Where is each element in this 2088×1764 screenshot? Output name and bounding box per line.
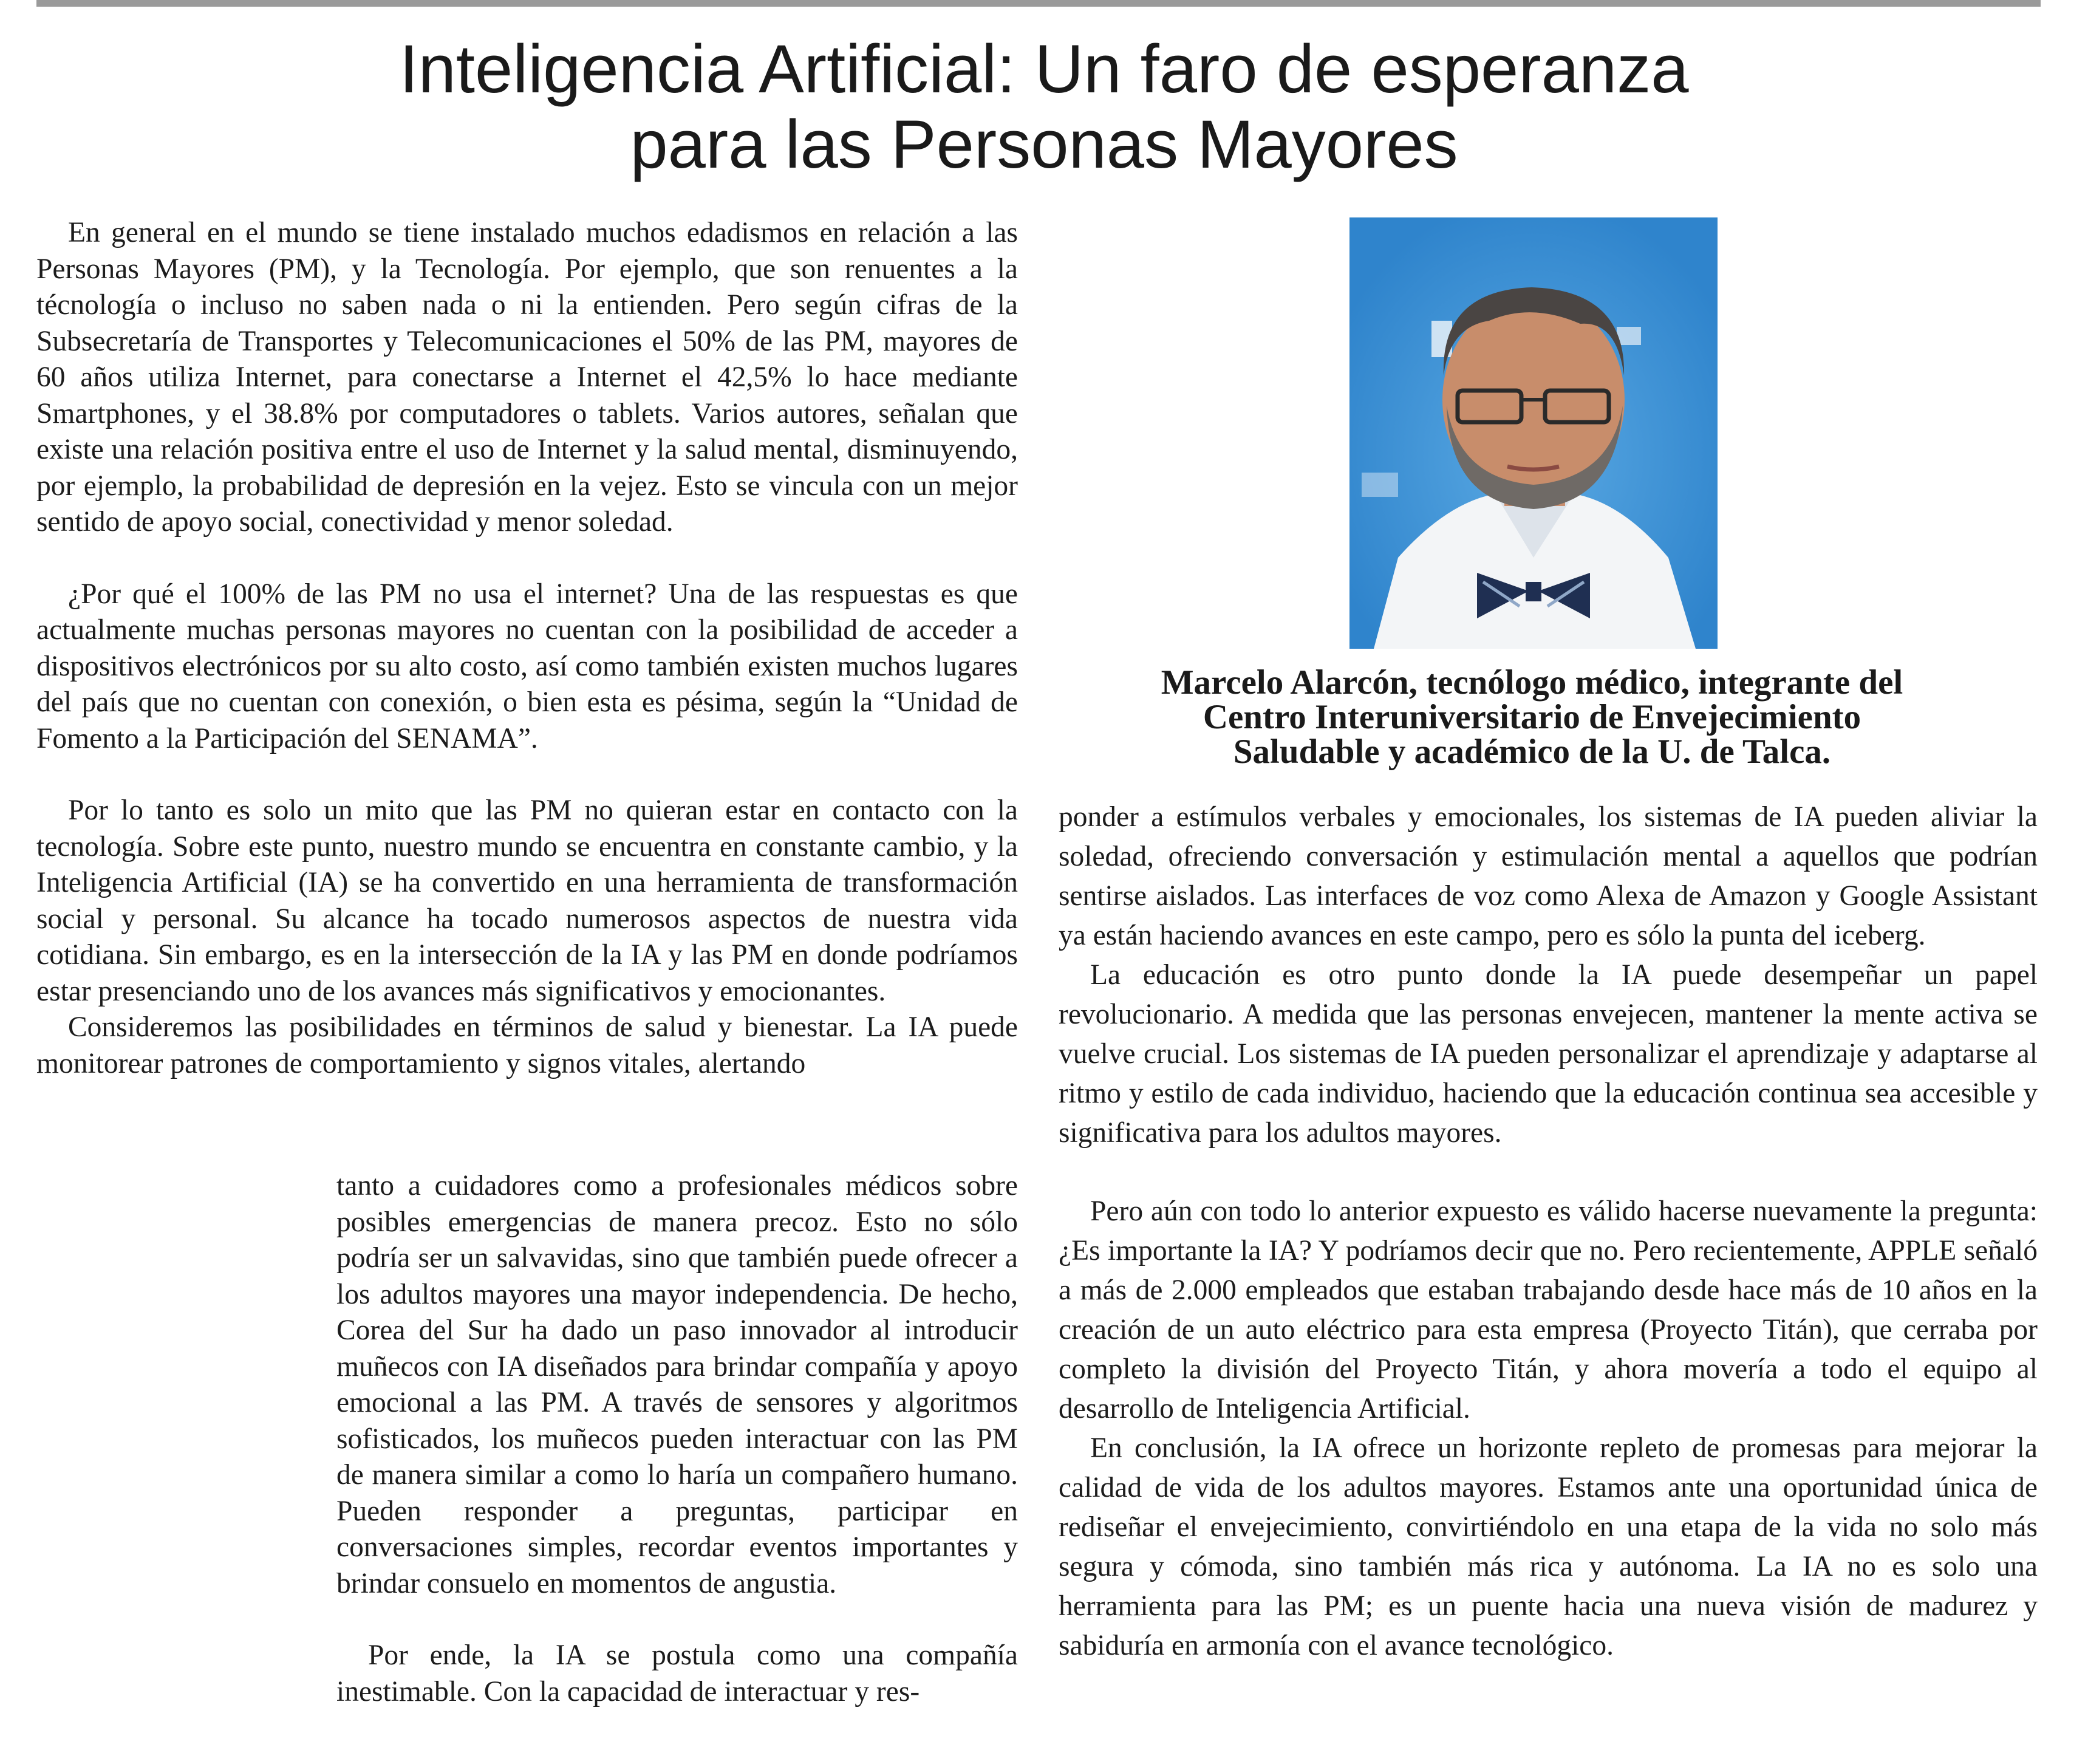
paragraph-5: Por ende, la IA se postula como una compañía inestimable. Con la capacidad de interactuar y res-: [336, 1639, 1018, 1708]
paragraph-7: Pero aún con todo lo anterior expuesto es válido hacerse nuevamente la pregunta: ¿Es importante la IA? Y podríamos decir que no. Pero recientemente, APPLE señaló a más de 2.000 empleados que estaban trabajando desde hace más de 10 años en la creación de un auto eléctrico para esta empresa (Proyecto Titán), que cerraba por completo la división del Proyecto Titán, y ahora movería a todo el equipo al desarrollo de Inteligencia Artificial.: [1059, 1195, 2038, 1424]
author-portrait: [1349, 217, 1718, 649]
headline-line-2: para las Personas Mayores: [630, 106, 1458, 182]
paragraph-1: En general en el mundo se tiene instalado muchos edadismos en relación a las Personas Mayores (PM), y la Tecnología. Por ejemplo, que son renuentes a la técnología o incluso no saben nada o ni la entienden. Pero según cifras de la Subsecretaría de Transportes y Telecomunicaciones el 50% de las PM, mayores de 60 años utiliza Internet, para conectarse a Internet el 42,5% lo hace mediante Smartphones, y el 38.8% por computadores o tablets. Varios autores, señalan que existe una relación positiva entre el uso de Internet y la salud mental, disminuyendo, por ejemplo, la probabilidad de depresión en la vejez. Esto se vincula con un mejor sentido de apoyo social, conectividad y menor soledad.: [36, 217, 1018, 538]
photo-caption: [1105, 665, 1959, 769]
paragraph-3: Por lo tanto es solo un mito que las PM no quieran estar en contacto con la tecnología. Sobre este punto, nuestro mundo se encuentra en constante cambio, y la Inteligencia Artificial (IA) se ha convertido en una herramienta de transformación social y personal. Su alcance ha tocado numerosos aspectos de nuestra vida cotidiana. Sin embargo, es en la intersección de la IA y las PM en donde podríamos estar presenciando uno de los avances más significativos y emocionantes.: [36, 795, 1018, 1007]
middle-column: [336, 1168, 1018, 1710]
top-rule: [36, 0, 2041, 7]
caption-line-3: Saludable y académico de la U. de Talca.: [1233, 733, 1831, 771]
paragraph-2: ¿Por qué el 100% de las PM no usa el internet? Una de las respuestas es que actualmente muchas personas mayores no cuentan con la posibilidad de acceder a dispositivos electrónicos por su alto costo, así como también existen muchos lugares del país que no cuentan con conexión, o bien esta es pésima, según la “Unidad de Fomento a la Participación del SENAMA”.: [36, 578, 1018, 754]
article-headline: [0, 32, 2088, 182]
paragraph-4-continued: tanto a cuidadores como a profesionales médicos sobre posibles emergencias de manera precoz. Esto no sólo podría ser un salvavidas, sino que también puede ofrecer a los adultos mayores una mayor independencia. De hecho, Corea del Sur ha dado un paso innovador al introducir muñecos con IA diseñados para brindar compañía y apoyo emocional a las PM. A través de sensores y algoritmos sofisticados, los muñecos pueden interactuar con las PM de manera similar a como lo haría un compañero humano. Pueden responder a preguntas, participar en conversaciones simples, recordar eventos importantes y brindar consuelo en momentos de angustia.: [336, 1170, 1018, 1599]
headline-line-1: Inteligencia Artificial: Un faro de esperanza: [399, 31, 1689, 107]
caption-line-1: Marcelo Alarcón, tecnólogo médico, integrante del: [1161, 663, 1903, 702]
paragraph-6: La educación es otro punto donde la IA puede desempeñar un papel revolucionario. A medida que las personas envejecen, mantener la mente activa se vuelve crucial. Los sistemas de IA pueden personalizar el aprendizaje y adaptarse al ritmo y estilo de cada individuo, haciendo que la educación continua sea accesible y significativa para los adultos mayores.: [1059, 959, 2038, 1149]
paragraph-5-continued: ponder a estímulos verbales y emocionales, los sistemas de IA pueden aliviar la soledad, ofreciendo conversación y estimulación mental a aquellos que podrían sentirse aislados. Las interfaces de voz como Alexa de Amazon y Google Assistant ya están haciendo avances en este campo, pero es sólo la punta del iceberg.: [1059, 801, 2038, 951]
portrait-photo-icon: [1349, 217, 1718, 649]
paragraph-4: Consideremos las posibilidades en términos de salud y bienestar. La IA puede monitorear patrones de comportamiento y signos vitales, alertando: [36, 1011, 1018, 1079]
paragraph-8: En conclusión, la IA ofrece un horizonte repleto de promesas para mejorar la calidad de vida de los adultos mayores. Estamos ante una oportunidad única de rediseñar el envejecimiento, convirtiéndolo en una etapa de la vida no solo más segura y cómoda, sino también más rica y autónoma. La IA no es solo una herramienta para las PM; es un puente hacia una nueva visión de madurez y sabiduría en armonía con el avance tecnológico.: [1059, 1432, 2038, 1661]
caption-line-2: Centro Interuniversitario de Envejecimiento: [1203, 698, 1861, 736]
right-column: [1059, 798, 2038, 1666]
left-column: [36, 215, 1018, 1082]
